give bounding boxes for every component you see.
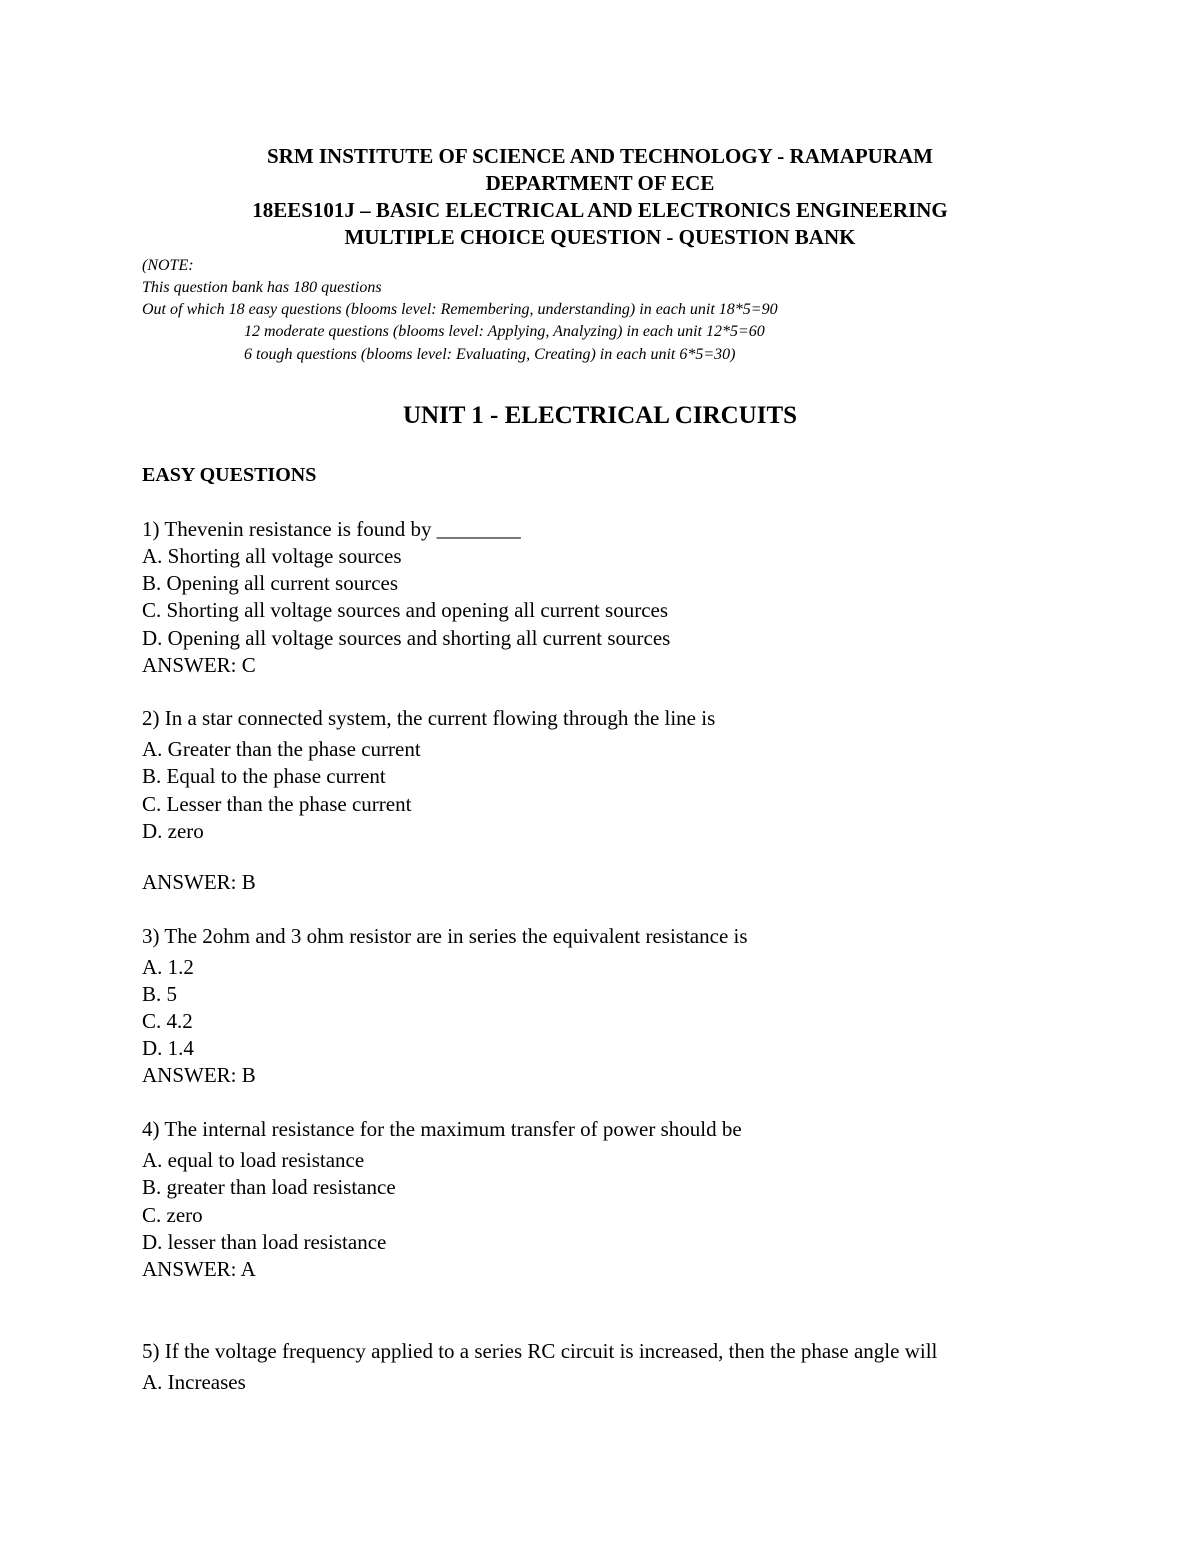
question-text: 5) If the voltage frequency applied to a series RC circuit is increased, then the phase angle will bbox=[142, 1339, 938, 1363]
question-text: 4) The internal resistance for the maximum transfer of power should be bbox=[142, 1117, 742, 1141]
note-line: (NOTE: bbox=[142, 257, 194, 274]
question-option: D. zero bbox=[142, 819, 204, 843]
section-heading: EASY QUESTIONS bbox=[142, 464, 317, 486]
question-answer: ANSWER: A bbox=[142, 1257, 256, 1281]
note-line: Out of which 18 easy questions (blooms level: Remembering, understanding) in each unit 18*5=90 bbox=[142, 301, 778, 318]
question-option: C. Shorting all voltage sources and opening all current sources bbox=[142, 598, 669, 622]
question-option: C. zero bbox=[142, 1203, 203, 1227]
question-answer: ANSWER: B bbox=[142, 1063, 256, 1087]
question-answer: ANSWER: B bbox=[142, 870, 256, 894]
question-option: A. Greater than the phase current bbox=[142, 737, 421, 761]
question-option: B. Opening all current sources bbox=[142, 571, 399, 595]
question-option: C. Lesser than the phase current bbox=[142, 792, 412, 816]
note-line: 6 tough questions (blooms level: Evaluating, Creating) in each unit 6*5=30) bbox=[244, 346, 736, 363]
question-text: 3) The 2ohm and 3 ohm resistor are in series the equivalent resistance is bbox=[142, 924, 748, 948]
question-option: A. Increases bbox=[142, 1370, 246, 1394]
question-option: A. equal to load resistance bbox=[142, 1148, 365, 1172]
question-text: 2) In a star connected system, the current flowing through the line is bbox=[142, 706, 716, 730]
note-line: 12 moderate questions (blooms level: Applying, Analyzing) in each unit 12*5=60 bbox=[244, 323, 765, 340]
question-option: A. 1.2 bbox=[142, 955, 194, 979]
institute-title: SRM INSTITUTE OF SCIENCE AND TECHNOLOGY - RAMAPURAM bbox=[266, 144, 934, 168]
question-option: B. 5 bbox=[142, 982, 178, 1006]
question-option: D. Opening all voltage sources and shorting all current sources bbox=[142, 626, 671, 650]
question-answer: ANSWER: C bbox=[142, 653, 256, 677]
question-text: 1) Thevenin resistance is found by ________ bbox=[142, 517, 521, 541]
note-line: This question bank has 180 questions bbox=[142, 279, 382, 296]
question-option: D. 1.4 bbox=[142, 1036, 194, 1060]
question-option: A. Shorting all voltage sources bbox=[142, 544, 402, 568]
question-option: B. greater than load resistance bbox=[142, 1175, 396, 1199]
question-option: B. Equal to the phase current bbox=[142, 764, 386, 788]
question-option: C. 4.2 bbox=[142, 1009, 193, 1033]
unit-heading: UNIT 1 - ELECTRICAL CIRCUITS bbox=[402, 402, 798, 429]
course-title: 18EES101J – BASIC ELECTRICAL AND ELECTRONICS ENGINEERING bbox=[252, 198, 948, 222]
question-option: D. lesser than load resistance bbox=[142, 1230, 387, 1254]
document-title: MULTIPLE CHOICE QUESTION - QUESTION BANK bbox=[344, 225, 856, 249]
department-title: DEPARTMENT OF ECE bbox=[485, 171, 715, 195]
